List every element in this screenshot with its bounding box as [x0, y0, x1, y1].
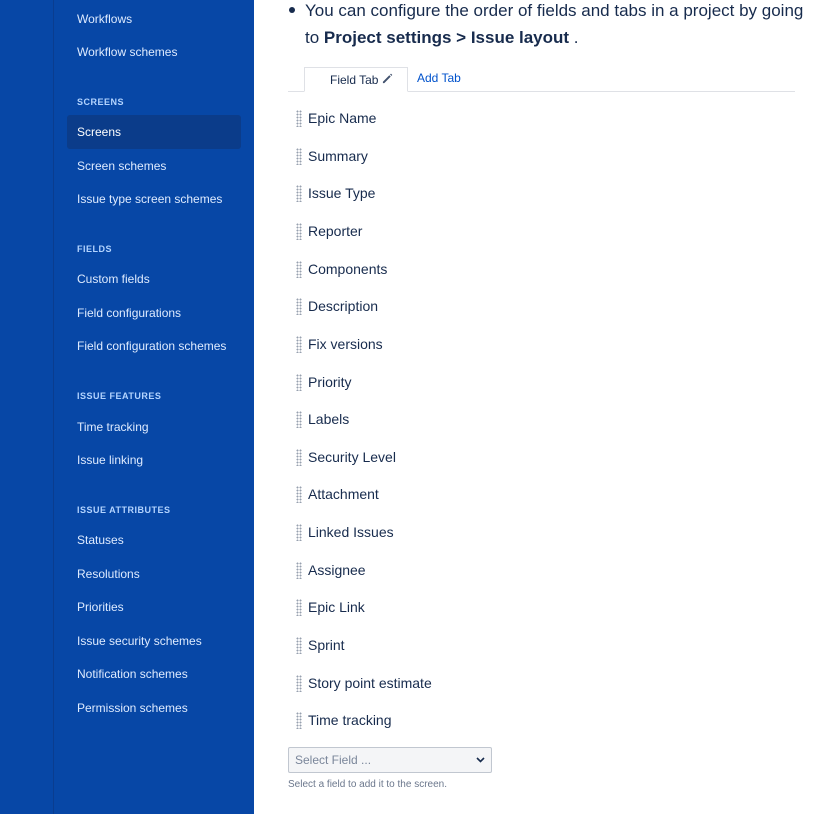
- sidebar-heading-screens: SCREENS: [77, 97, 125, 107]
- field-label: Time tracking: [308, 712, 392, 728]
- field-row[interactable]: [288, 216, 788, 246]
- drag-handle-icon[interactable]: [296, 712, 302, 729]
- drag-handle-icon[interactable]: [296, 110, 302, 127]
- drag-handle-icon[interactable]: [296, 261, 302, 278]
- drag-handle-icon[interactable]: [296, 675, 302, 692]
- drag-handle-icon[interactable]: [296, 298, 302, 315]
- field-row[interactable]: [288, 592, 788, 622]
- sidebar: [54, 0, 254, 814]
- drag-handle-icon[interactable]: [296, 486, 302, 503]
- sidebar-item-workflows[interactable]: Workflows: [77, 12, 133, 26]
- bullet-icon: [289, 7, 295, 13]
- field-label: Epic Name: [308, 110, 377, 126]
- sidebar-heading-issue-features: ISSUE FEATURES: [77, 391, 162, 401]
- field-label: Description: [308, 298, 379, 314]
- drag-handle-icon[interactable]: [296, 185, 302, 202]
- field-label: Assignee: [308, 562, 366, 578]
- field-label: Issue Type: [308, 185, 376, 201]
- drag-handle-icon[interactable]: [296, 562, 302, 579]
- sidebar-heading-fields: FIELDS: [77, 244, 113, 254]
- field-row[interactable]: [288, 329, 788, 359]
- field-row[interactable]: [288, 517, 788, 547]
- field-row[interactable]: [288, 442, 788, 472]
- sidebar-item-field-configurations[interactable]: Field configurations: [77, 306, 182, 320]
- drag-handle-icon[interactable]: [296, 336, 302, 353]
- intro-text-end: .: [569, 28, 579, 47]
- intro-bold-path: Project settings > Issue layout: [323, 28, 570, 47]
- sidebar-item-custom-fields[interactable]: Custom fields: [77, 272, 150, 286]
- pencil-icon[interactable]: [382, 68, 393, 93]
- sidebar-item-screens[interactable]: Screens: [67, 115, 241, 149]
- drag-handle-icon[interactable]: [296, 524, 302, 541]
- sidebar-item-statuses[interactable]: Statuses: [77, 533, 124, 547]
- sidebar-item-issue-type-screen-schemes[interactable]: Issue type screen schemes: [77, 192, 223, 206]
- field-label: Reporter: [308, 223, 363, 239]
- intro-paragraph: [305, 0, 815, 51]
- field-label: Story point estimate: [308, 675, 432, 691]
- field-row[interactable]: [288, 291, 788, 321]
- drag-handle-icon[interactable]: [296, 223, 302, 240]
- field-row[interactable]: [288, 479, 788, 509]
- add-tab-link[interactable]: Add Tab: [417, 71, 461, 85]
- field-label: Security Level: [308, 449, 396, 465]
- tab-field-tab-label: Field Tab: [330, 73, 379, 87]
- sidebar-item-priorities[interactable]: Priorities: [77, 600, 124, 614]
- field-row[interactable]: [288, 705, 788, 735]
- field-label: Priority: [308, 374, 352, 390]
- drag-handle-icon[interactable]: [296, 374, 302, 391]
- sidebar-item-time-tracking[interactable]: Time tracking: [77, 420, 149, 434]
- field-row[interactable]: [288, 404, 788, 434]
- field-label: Attachment: [308, 486, 379, 502]
- sidebar-item-issue-linking[interactable]: Issue linking: [77, 453, 144, 467]
- sidebar-item-notification-schemes[interactable]: Notification schemes: [77, 667, 188, 681]
- select-field-helper: Select a field to add it to the screen.: [288, 779, 447, 790]
- sidebar-item-field-configuration-schemes[interactable]: Field configuration schemes: [77, 339, 227, 353]
- intro-text: You can configure the order of fields and tabs in a project by going to: [305, 1, 804, 47]
- sidebar-item-resolutions[interactable]: Resolutions: [77, 567, 140, 581]
- field-label: Fix versions: [308, 336, 383, 352]
- sidebar-heading-issue-attributes: ISSUE ATTRIBUTES: [77, 505, 171, 515]
- sidebar-item-workflow-schemes[interactable]: Workflow schemes: [77, 45, 178, 59]
- field-row[interactable]: [288, 555, 788, 585]
- select-field-dropdown[interactable]: [288, 747, 492, 773]
- field-row[interactable]: [288, 103, 788, 133]
- field-label: Components: [308, 261, 388, 277]
- field-row[interactable]: [288, 178, 788, 208]
- left-rail: [0, 0, 54, 814]
- sidebar-item-issue-security-schemes[interactable]: Issue security schemes: [77, 634, 202, 648]
- field-row[interactable]: [288, 141, 788, 171]
- field-row[interactable]: [288, 668, 788, 698]
- drag-handle-icon[interactable]: [296, 449, 302, 466]
- sidebar-item-screen-schemes[interactable]: Screen schemes: [77, 159, 167, 173]
- tab-field-tab[interactable]: [304, 67, 408, 92]
- select-field-placeholder: Select Field ...: [295, 753, 372, 767]
- field-label: Linked Issues: [308, 524, 394, 540]
- field-row[interactable]: [288, 367, 788, 397]
- field-label: Sprint: [308, 637, 345, 653]
- drag-handle-icon[interactable]: [296, 637, 302, 654]
- field-label: Labels: [308, 411, 350, 427]
- main-content: [254, 0, 828, 814]
- chevron-down-icon: [476, 748, 485, 782]
- drag-handle-icon[interactable]: [296, 148, 302, 165]
- drag-handle-icon[interactable]: [296, 411, 302, 428]
- field-row[interactable]: [288, 254, 788, 284]
- field-label: Summary: [308, 148, 368, 164]
- drag-handle-icon[interactable]: [296, 599, 302, 616]
- field-label: Epic Link: [308, 599, 365, 615]
- sidebar-item-permission-schemes[interactable]: Permission schemes: [77, 701, 188, 715]
- field-row[interactable]: [288, 630, 788, 660]
